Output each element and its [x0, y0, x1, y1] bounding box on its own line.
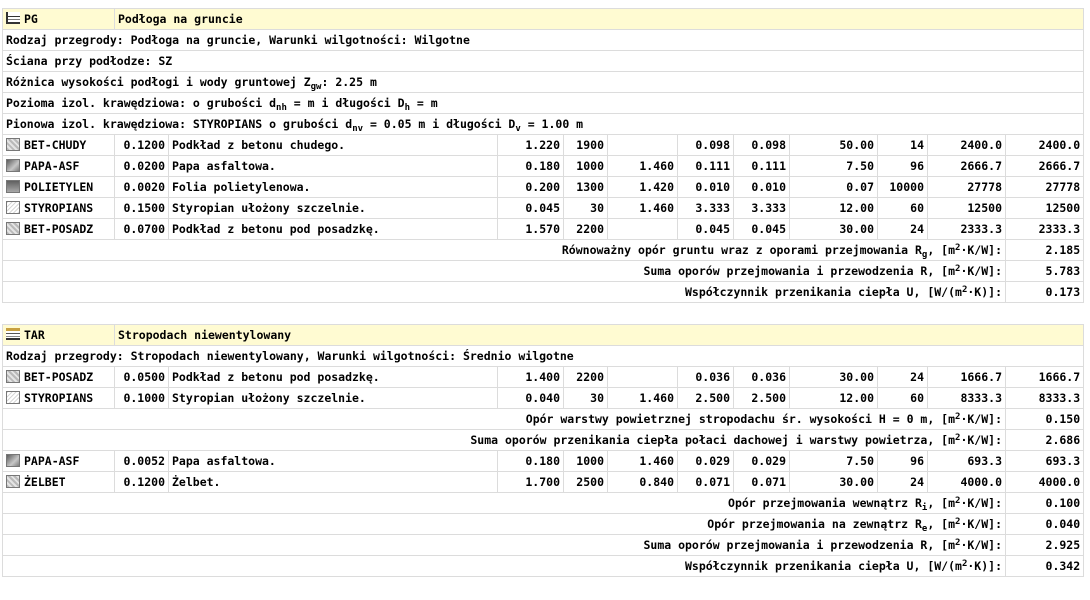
layer-mu: 12.00 [790, 198, 878, 219]
layer-name: BET-POSADZ [24, 370, 94, 384]
section-roof-table [2, 324, 1084, 577]
layer-name: ŻELBET [24, 475, 66, 489]
summary-row [3, 409, 1084, 430]
section-code: TAR [24, 328, 45, 342]
layer-lambda: 0.200 [498, 177, 564, 198]
layer-r2: 3.333 [734, 198, 790, 219]
layer-thickness: 0.0200 [115, 156, 169, 177]
layer-c1: 24 [878, 472, 928, 493]
layer-lambda: 1.400 [498, 367, 564, 388]
section-title: Podłoga na gruncie [115, 9, 1084, 30]
ground-resistance-value: 2.185 [1006, 240, 1084, 261]
layer-row [3, 156, 1084, 177]
layer-c2: 2333.3 [928, 219, 1006, 240]
concrete-icon [6, 222, 20, 235]
layer-r1: 0.029 [678, 451, 734, 472]
layer-thickness: 0.0500 [115, 367, 169, 388]
layer-name: BET-POSADZ [24, 222, 94, 236]
layer-heat [608, 135, 678, 156]
summary-row [3, 514, 1084, 535]
section-header [3, 9, 1084, 30]
layer-heat [608, 219, 678, 240]
layer-c2: 4000.0 [928, 472, 1006, 493]
layer-name: STYROPIANS [24, 391, 94, 405]
outer-resistance-label: Opór przejmowania na zewnątrz $R_e$, $[m^2\cdot K/W]$: [3, 514, 1006, 535]
layer-name: PAPA-ASF [24, 159, 80, 173]
layer-c2: 12500 [928, 198, 1006, 219]
partition-type-line: Rodzaj przegrody: Podłoga na gruncie, Warunki wilgotności: Wilgotne [3, 30, 1084, 51]
layer-c3: 1666.7 [1006, 367, 1084, 388]
layer-row [3, 367, 1084, 388]
layer-c1: 96 [878, 156, 928, 177]
layer-lambda: 0.045 [498, 198, 564, 219]
layer-density: 1000 [564, 451, 608, 472]
layer-r2: 0.098 [734, 135, 790, 156]
layer-heat: 1.460 [608, 156, 678, 177]
layer-r2: 0.010 [734, 177, 790, 198]
layer-row [3, 388, 1084, 409]
layer-c2: 2400.0 [928, 135, 1006, 156]
layer-density: 2500 [564, 472, 608, 493]
summary-row [3, 535, 1084, 556]
layer-c1: 96 [878, 451, 928, 472]
layer-row [3, 472, 1084, 493]
layer-description: Papa asfaltowa. [169, 451, 498, 472]
asphalt-icon [6, 159, 20, 172]
layer-description: Podkład z betonu pod posadzkę. [169, 219, 498, 240]
layer-c1: 24 [878, 367, 928, 388]
layer-mu: 30.00 [790, 219, 878, 240]
layer-c3: 27778 [1006, 177, 1084, 198]
layer-c1: 14 [878, 135, 928, 156]
layer-c3: 12500 [1006, 198, 1084, 219]
layer-c3: 8333.3 [1006, 388, 1084, 409]
section-header [3, 325, 1084, 346]
wall-line: Ściana przy podłodze: SZ [3, 51, 1084, 72]
outer-resistance-value: 0.040 [1006, 514, 1084, 535]
layer-density: 1900 [564, 135, 608, 156]
layer-lambda: 1.700 [498, 472, 564, 493]
layer-c2: 8333.3 [928, 388, 1006, 409]
layer-description: Podkład z betonu pod posadzkę. [169, 367, 498, 388]
layer-c3: 2333.3 [1006, 219, 1084, 240]
horizontal-insulation-line: Pozioma izol. krawędziowa: o grubości $d_{nh} = m$ i długości $D_h = m$ [3, 93, 1084, 114]
summary-row [3, 282, 1084, 303]
layer-r2: 0.111 [734, 156, 790, 177]
roof-resistance-sum-value: 2.686 [1006, 430, 1084, 451]
layer-lambda: 0.180 [498, 451, 564, 472]
summary-row [3, 240, 1084, 261]
layer-c1: 10000 [878, 177, 928, 198]
layer-lambda: 0.040 [498, 388, 564, 409]
concrete-icon [6, 138, 20, 151]
layer-c1: 60 [878, 388, 928, 409]
summary-row [3, 261, 1084, 282]
layer-mu: 30.00 [790, 472, 878, 493]
roof-resistance-sum-label: Suma oporów przenikania ciepła połaci dachowej i warstwy powietrza, $[m^2\cdot K/W]$: [3, 430, 1006, 451]
layer-row [3, 198, 1084, 219]
inner-resistance-label: Opór przejmowania wewnątrz $R_i$, $[m^2\cdot K/W]$: [3, 493, 1006, 514]
layer-thickness: 0.1200 [115, 135, 169, 156]
section-floor-table [2, 8, 1084, 303]
layer-density: 2200 [564, 367, 608, 388]
layer-r1: 0.111 [678, 156, 734, 177]
layer-c1: 60 [878, 198, 928, 219]
layer-heat: 1.420 [608, 177, 678, 198]
layer-density: 30 [564, 198, 608, 219]
layer-r1: 0.098 [678, 135, 734, 156]
layer-description: Folia polietylenowa. [169, 177, 498, 198]
layer-c3: 4000.0 [1006, 472, 1084, 493]
asphalt-icon [6, 454, 20, 467]
layer-heat [608, 367, 678, 388]
layer-row [3, 451, 1084, 472]
layer-heat: 1.460 [608, 451, 678, 472]
vertical-insulation-line: Pionowa izol. krawędziowa: STYROPIANS o grubości $d_{nv} = 0.05$ m i długości $D_v = 1.00$ m [3, 114, 1084, 135]
air-layer-value: 0.150 [1006, 409, 1084, 430]
roof-icon [6, 328, 20, 340]
foam-icon [6, 391, 20, 404]
layer-c3: 2666.7 [1006, 156, 1084, 177]
u-value-label: Współczynnik przenikania ciepła U, $[W/(m^2\cdot K)]$: [3, 556, 1006, 577]
section-code-cell [3, 9, 115, 30]
layer-name: PAPA-ASF [24, 454, 80, 468]
layer-lambda: 0.180 [498, 156, 564, 177]
resistance-sum-value: 5.783 [1006, 261, 1084, 282]
layer-mu: 0.07 [790, 177, 878, 198]
layer-density: 30 [564, 388, 608, 409]
resistance-sum-label: Suma oporów przejmowania i przewodzenia R, $[m^2\cdot K/W]$: [3, 261, 1006, 282]
section-code-cell [3, 325, 115, 346]
layer-r1: 2.500 [678, 388, 734, 409]
resistance-sum-label: Suma oporów przejmowania i przewodzenia R, $[m^2\cdot K/W]$: [3, 535, 1006, 556]
summary-row [3, 493, 1084, 514]
concrete-icon [6, 475, 20, 488]
layer-row [3, 135, 1084, 156]
layer-mu: 7.50 [790, 451, 878, 472]
layer-thickness: 0.1000 [115, 388, 169, 409]
layer-row [3, 177, 1084, 198]
layer-r1: 0.010 [678, 177, 734, 198]
layer-name: STYROPIANS [24, 201, 94, 215]
u-value: 0.173 [1006, 282, 1084, 303]
layer-thickness: 0.1200 [115, 472, 169, 493]
layer-c2: 693.3 [928, 451, 1006, 472]
layer-c2: 1666.7 [928, 367, 1006, 388]
u-value: 0.342 [1006, 556, 1084, 577]
layer-lambda: 1.220 [498, 135, 564, 156]
layer-c3: 693.3 [1006, 451, 1084, 472]
layer-thickness: 0.0700 [115, 219, 169, 240]
layer-r2: 0.036 [734, 367, 790, 388]
layer-c2: 27778 [928, 177, 1006, 198]
layer-heat: 1.460 [608, 388, 678, 409]
layer-c2: 2666.7 [928, 156, 1006, 177]
layer-heat: 0.840 [608, 472, 678, 493]
layer-description: Papa asfaltowa. [169, 156, 498, 177]
layer-c3: 2400.0 [1006, 135, 1084, 156]
foam-icon [6, 201, 20, 214]
layer-r2: 2.500 [734, 388, 790, 409]
layer-thickness: 0.1500 [115, 198, 169, 219]
layer-name: POLIETYLEN [24, 180, 94, 194]
layer-mu: 30.00 [790, 367, 878, 388]
layer-name: BET-CHUDY [24, 138, 87, 152]
layer-mu: 7.50 [790, 156, 878, 177]
layer-r1: 3.333 [678, 198, 734, 219]
concrete-icon [6, 370, 20, 383]
u-value-label: Współczynnik przenikania ciepła U, $[W/(m^2\cdot K)]$: [3, 282, 1006, 303]
inner-resistance-value: 0.100 [1006, 493, 1084, 514]
layer-r2: 0.045 [734, 219, 790, 240]
section-code: PG [24, 12, 38, 26]
layer-c1: 24 [878, 219, 928, 240]
ground-resistance-label: Równoważny opór gruntu wraz z oporami przejmowania $R_g$, $[m^2\cdot K/W]$: [3, 240, 1006, 261]
floor-icon [6, 12, 20, 24]
layer-mu: 50.00 [790, 135, 878, 156]
layer-r1: 0.036 [678, 367, 734, 388]
layer-description: Styropian ułożony szczelnie. [169, 198, 498, 219]
layer-mu: 12.00 [790, 388, 878, 409]
layer-description: Podkład z betonu chudego. [169, 135, 498, 156]
layer-thickness: 0.0052 [115, 451, 169, 472]
layer-heat: 1.460 [608, 198, 678, 219]
layer-density: 2200 [564, 219, 608, 240]
layer-r2: 0.029 [734, 451, 790, 472]
layer-description: Styropian ułożony szczelnie. [169, 388, 498, 409]
layer-r2: 0.071 [734, 472, 790, 493]
layer-density: 1000 [564, 156, 608, 177]
summary-row [3, 430, 1084, 451]
resistance-sum-value: 2.925 [1006, 535, 1084, 556]
air-layer-label: Opór warstwy powietrznej stropodachu śr. wysokości H = 0 m, $[m^2\cdot K/W]$: [3, 409, 1006, 430]
section-title: Stropodach niewentylowany [115, 325, 1084, 346]
partition-type-line: Rodzaj przegrody: Stropodach niewentylowany, Warunki wilgotności: Średnio wilgotne [3, 346, 1084, 367]
layer-row [3, 219, 1084, 240]
layer-density: 1300 [564, 177, 608, 198]
layer-description: Żelbet. [169, 472, 498, 493]
summary-row [3, 556, 1084, 577]
layer-thickness: 0.0020 [115, 177, 169, 198]
film-icon [6, 180, 20, 193]
groundwater-line: Różnica wysokości podłogi i wody gruntowej $Z_{gw}$: 2.25 m [3, 72, 1084, 93]
layer-lambda: 1.570 [498, 219, 564, 240]
layer-r1: 0.045 [678, 219, 734, 240]
layer-r1: 0.071 [678, 472, 734, 493]
